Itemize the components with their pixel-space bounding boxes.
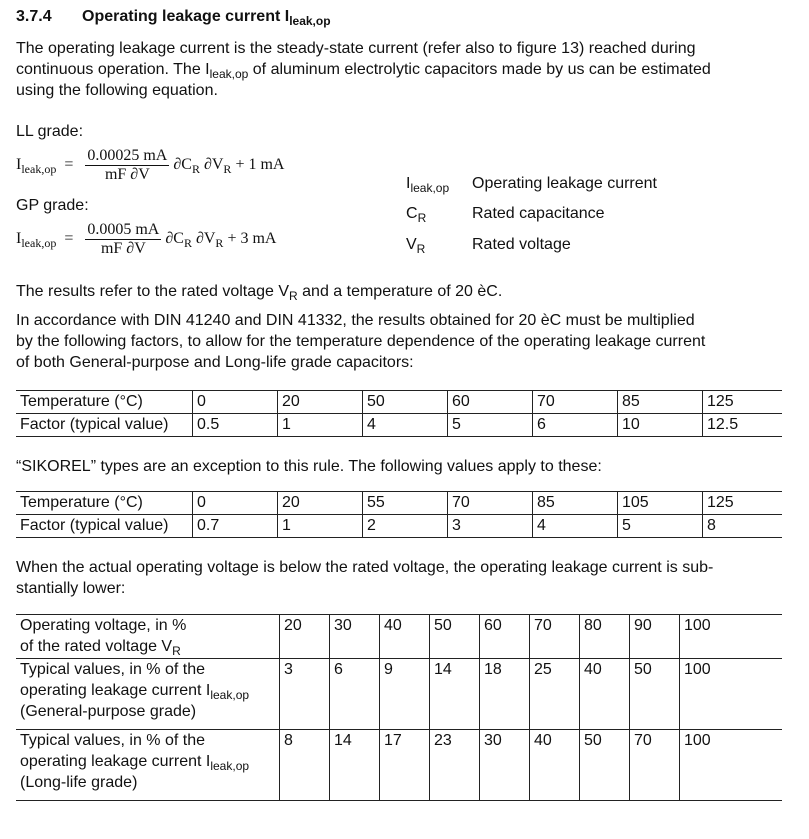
- intro-paragraph: [16, 38, 791, 101]
- table-row: Temperature (°C) 0 20 50 60 70 85 125: [16, 391, 782, 414]
- temperature-factor-table: [16, 390, 782, 437]
- table-row: Factor (typical value) 0.7 1 2 3 4 5 8: [16, 515, 782, 538]
- voltage-note: When the actual operating voltage is below the rated voltage, the operating leakage current is sub- stantially lower:: [16, 559, 714, 597]
- gp-fraction: $\frac{0.0005 mA}{mF \partial V}$: [87, 221, 160, 257]
- gp-equation: $I_{leak,op}$ = $\frac{0.0005 mA}{mF \partial V}$ $\partial C_R$ $\partial V_R + 3$ mA: [16, 221, 277, 257]
- intro-line: The operating leakage current is the steady-state current (refer also to figure 13) reached during: [16, 40, 696, 57]
- section-title-subscript: leak,op: [289, 14, 331, 28]
- ll-equation: $I_{leak,op}$ = $\frac{0.00025 mA}{mF \partial V}$ $\partial C_R$ $\partial V_R + 1$ mA: [16, 147, 285, 183]
- intro-line: using the following equation.: [16, 82, 218, 99]
- ll-grade-label: LL grade:: [16, 123, 84, 140]
- table-row: Typical values, in % of the operating leakage current $I_{leak,op}$ (Long-life grade) 8 14 17 23 30 40 50 70 100: [16, 730, 782, 801]
- legend-row: $V_R$ Rated voltage: [406, 236, 571, 256]
- legend-row: $I_{leak,op}$ Operating leakage current: [406, 175, 657, 195]
- table-row: Temperature (°C) 0 20 55 70 85 105 125: [16, 492, 782, 515]
- intro-line: continuous operation. The $I_{leak,op}$ of aluminum electrolytic capacitors made by us can be estimated: [16, 61, 711, 81]
- operating-voltage-table: [16, 614, 782, 801]
- section-number: 3.7.4: [16, 8, 52, 25]
- legend-row: $C_R$ Rated capacitance: [406, 205, 605, 225]
- sikorel-note: “SIKOREL” types are an exception to this rule. The following values apply to these:: [16, 458, 602, 475]
- section-title: Operating leakage current I: [82, 8, 290, 25]
- results-line: The results refer to the rated voltage $V_R$ and a temperature of 20 èC.: [16, 283, 503, 303]
- table-row: Operating voltage, in % of the rated voltage $V_R$ 20 30 40 50 60 70 80 90 100: [16, 615, 782, 659]
- gp-grade-label: GP grade:: [16, 197, 89, 214]
- ll-fraction: $\frac{0.00025 mA}{mF \partial V}$: [87, 147, 168, 183]
- table-row: Factor (typical value) 0.5 1 4 5 6 10 12.5: [16, 414, 782, 437]
- section-heading: [16, 8, 331, 26]
- table-row: Typical values, in % of the operating leakage current $I_{leak,op}$ (General-purpose grade) 3 6 9 14 18 25 40 50 100: [16, 659, 782, 730]
- sikorel-factor-table: [16, 491, 782, 538]
- results-paragraph: In accordance with DIN 41240 and DIN 41332, the results obtained for 20 èC must be multiplied by the following factors, to allow for the temperature dependence of the operating leakage current of both General-purpose and Long-life grade capacitors:: [16, 312, 706, 371]
